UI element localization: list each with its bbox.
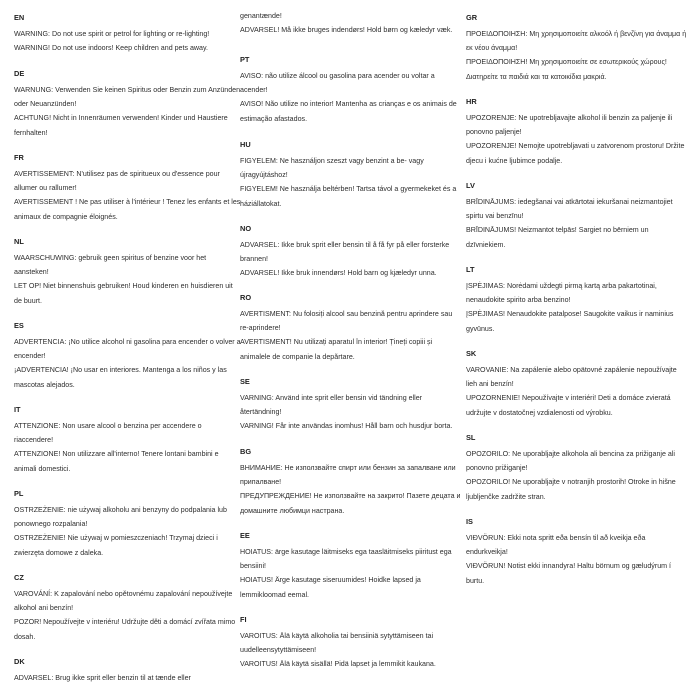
section-hr	[466, 98, 688, 168]
warning-text: BRĪDINĀJUMS: iedegšanai vai atkārtotai iekuršanai neizmantojiet spirtu vai benzīnu!	[466, 198, 673, 221]
section-de	[14, 70, 242, 140]
warning-text: AVISO! Não utilize no interior! Mantenha as crianças e os animais de estimação afastados.	[240, 100, 457, 123]
warning-text: VAROVANIE: Na zapálenie alebo opätovné zapálenie nepoužívajte lieh ani benzín!	[466, 366, 677, 389]
language-code: NO	[240, 224, 252, 233]
section-cz	[14, 574, 242, 644]
language-code: FI	[240, 615, 247, 624]
section-es	[14, 322, 242, 392]
warning-text: ADVARSEL: Brug ikke sprit eller benzin til at tænde eller	[14, 674, 191, 682]
section-fr	[14, 154, 242, 224]
warning-text: ¡ADVERTENCIA! ¡No usar en interiores. Mantenga a los niños y las mascotas alejados.	[14, 366, 227, 389]
warning-text: VARNING! Får inte användas inomhus! Håll barn och husdjur borta.	[240, 422, 453, 431]
section-is	[466, 518, 688, 588]
warning-text: UPOZORENJE: Ne upotrebljavajte alkohol ili benzin za paljenje ili ponovno paljenje!	[466, 114, 673, 137]
language-code: GR	[466, 13, 478, 22]
section-hu	[240, 141, 462, 211]
warning-text: ATTENZIONE! Non utilizzare all'interno! Tenere lontani bambini e animali domestici.	[14, 450, 219, 473]
section-se	[240, 378, 462, 434]
language-code: DK	[14, 657, 25, 666]
warning-text: AVERTISMENT! Nu utilizați aparatul în interior! Țineți copiii și animalele de companie la depărtare.	[240, 338, 433, 361]
warning-text: ВНИМАНИЕ: Не използвайте спирт или бензин за запалване или припалване!	[240, 464, 456, 487]
warning-text: WARNING! Do not use indoors! Keep children and pets away.	[14, 44, 208, 53]
warning-text: ПРЕДУПРЕЖДЕНИЕ! Не използвайте на закрито! Пазете децата и домашните любимци настрана.	[240, 492, 461, 515]
language-code: HR	[466, 97, 477, 106]
warning-text: OPOZORILO: Ne uporabljajte alkohola ali bencina za prižiganje ali ponovno prižiganje!	[466, 450, 675, 473]
warning-text: ACHTUNG! Nicht in Innenräumen verwenden! Kinder und Haustiere fernhalten!	[14, 114, 228, 137]
warning-text: VARNING: Använd inte sprit eller bensin vid tändning eller återtändning!	[240, 394, 423, 417]
section-sk	[466, 350, 688, 420]
warning-text: VAROITUS: Älä käytä alkoholia tai bensiiniä sytyttämiseen tai uudelleensytyttämiseen!	[240, 632, 434, 655]
warning-text: LET OP! Niet binnenshuis gebruiken! Houd kinderen en huisdieren uit de buurt.	[14, 282, 233, 305]
warning-text: ĮSPĖJIMAS! Nenaudokite patalpose! Saugokite vaikus ir naminius gyvūnus.	[466, 310, 674, 333]
warning-text: ADVERTENCIA: ¡No utilice alcohol ni gasolina para encender o volver a encender!	[14, 338, 241, 361]
warning-text: FIGYELEM: Ne használjon szeszt vagy benzint a be- vagy újragyújtáshoz!	[240, 157, 424, 180]
section-it	[14, 406, 242, 476]
warning-text: ATTENZIONE: Non usare alcool o benzina per accendere o riaccendere!	[14, 422, 202, 445]
warning-text: VIÐVÖRUN: Ekki nota spritt eða bensín til að kveikja eða endurkveikja!	[466, 534, 646, 557]
language-code: IS	[466, 517, 473, 526]
warning-text: OSTRZEŻENIE: nie używaj alkoholu ani benzyny do podpalania lub ponownego rozpalania!	[14, 506, 227, 529]
language-code: ES	[14, 321, 24, 330]
warning-text: HOIATUS: ärge kasutage läitmiseks ega taasläitmiseks piiritust ega bensiini!	[240, 548, 452, 571]
warning-text: OSTRZEŻENIE! Nie używaj w pomieszczeniach! Trzymaj dzieci i zwierzęta domowe z daleka.	[14, 534, 218, 557]
language-code: LT	[466, 265, 475, 274]
section-en	[14, 14, 242, 55]
warning-text: AVERTISSEMENT ! Ne pas utiliser à l'intérieur ! Tenez les enfants et les animaux de compagnie éloignés.	[14, 198, 241, 221]
language-code: HU	[240, 140, 251, 149]
warning-text: ADVARSEL: Ikke bruk sprit eller bensin til å få fyr på eller forsterke brannen!	[240, 241, 450, 264]
section-dk-continued	[240, 9, 462, 37]
warning-text: ΠΡΟΕΙΔΟΠΟΙΗΣΗ: Μη χρησιμοποιείτε αλκοόλ ή βενζίνη για άναμμα ή εκ νέου άναμμα!	[466, 30, 687, 53]
warning-text: OPOZORILO! Ne uporabljajte v notranjih prostorih! Otroke in hišne ljubljenčke zadržite stran.	[466, 478, 676, 501]
language-code: SE	[240, 377, 250, 386]
warning-text: WARNING: Do not use spirit or petrol for lighting or re-lighting!	[14, 30, 210, 38]
section-dk	[14, 658, 242, 685]
section-ee	[240, 532, 462, 602]
warning-text: HOIATUS! Ärge kasutage siseruumides! Hoidke lapsed ja lemmikloomad eemal.	[240, 576, 421, 599]
warning-text: AVERTISMENT: Nu folosiți alcool sau benzină pentru aprindere sau re-aprindere!	[240, 310, 453, 333]
warning-text: WAARSCHUWING: gebruik geen spiritus of benzine voor het aansteken!	[14, 254, 207, 277]
language-code: DE	[14, 69, 25, 78]
warning-text: BRĪDINĀJUMS! Neizmantot telpās! Sargiet no bērniem un dzīvniekiem.	[466, 226, 649, 249]
section-fi	[240, 616, 462, 672]
section-ro	[240, 294, 462, 364]
section-sl	[466, 434, 688, 504]
section-nl	[14, 238, 242, 308]
language-code: CZ	[14, 573, 24, 582]
section-lv	[466, 182, 688, 252]
warning-text: UPOZORNENIE! Nepoužívajte v interiéri! Deti a domáce zvieratá udržujte v dostatočnej vzdialenosti od výrobku.	[466, 394, 671, 417]
section-bg	[240, 448, 462, 518]
section-no	[240, 225, 462, 281]
warning-text: POZOR! Nepoužívejte v interiéru! Udržujte děti a domácí zvířata mimo dosah.	[14, 618, 236, 641]
warning-text: genantænde!	[240, 12, 282, 20]
language-code: EE	[240, 531, 250, 540]
language-code: RO	[240, 293, 252, 302]
warning-text: VIÐVÖRUN! Notist ekki innandyra! Haltu börnum og gæludýrum í burtu.	[466, 562, 672, 585]
language-code: SL	[466, 433, 476, 442]
warning-text: ΠΡΟΕΙΔΟΠΟΙΗΣΗ! Μη χρησιμοποιείτε σε εσωτερικούς χώρους! Διατηρείτε τα παιδιά και τα κατοικίδια μακριά.	[466, 58, 667, 81]
warning-text: AVISO: não utilize álcool ou gasolina para acender ou voltar a acender!	[240, 72, 435, 95]
language-code: LV	[466, 181, 475, 190]
warning-text: VAROVÁNÍ: K zapalování nebo opětovnému zapalování nepoužívejte alkohol ani benzín!	[14, 590, 233, 613]
language-code: PL	[14, 489, 24, 498]
language-code: PT	[240, 55, 250, 64]
section-lt	[466, 266, 688, 336]
language-code: NL	[14, 237, 24, 246]
language-code: SK	[466, 349, 477, 358]
language-code: FR	[14, 153, 24, 162]
language-code: EN	[14, 13, 25, 22]
warning-text: VAROITUS! Älä käytä sisällä! Pidä lapset ja lemmikit kaukana.	[240, 660, 436, 669]
warning-text: ADVARSEL! Ikke bruk innendørs! Hold barn og kjæledyr unna.	[240, 269, 437, 278]
section-gr	[466, 14, 688, 84]
warning-text: WARNUNG: Verwenden Sie keinen Spiritus oder Benzin zum Anzünden oder Neuanzünden!	[14, 86, 241, 109]
section-pl	[14, 490, 242, 560]
warning-text: FIGYELEM! Ne használja beltérben! Tartsa távol a gyermekeket és a háziállatokat.	[240, 185, 457, 208]
warning-text: ĮSPĖJIMAS: Norėdami uždegti pirmą kartą arba pakartotinai, nenaudokite spirito arba benzino!	[466, 282, 657, 305]
warning-text: UPOZORENJE! Nemojte upotrebljavati u zatvorenom prostoru! Držite djecu i kućne ljubimce podalje.	[466, 142, 685, 165]
warning-text: ADVARSEL! Må ikke bruges indendørs! Hold børn og kæledyr væk.	[240, 26, 453, 35]
language-code: BG	[240, 447, 252, 456]
language-code: IT	[14, 405, 21, 414]
section-pt	[240, 56, 462, 126]
warning-text: AVERTISSEMENT: N'utilisez pas de spiritueux ou d'essence pour allumer ou rallumer!	[14, 170, 220, 193]
